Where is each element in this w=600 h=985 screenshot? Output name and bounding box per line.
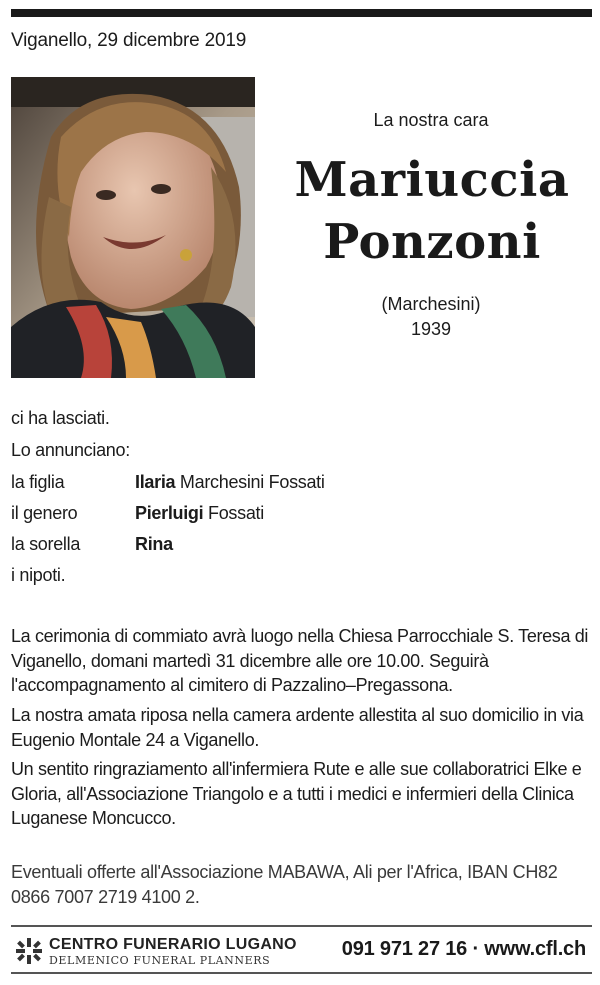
last-name: Ponzoni xyxy=(323,214,541,270)
relative-name xyxy=(135,534,173,555)
announced-by: Lo annunciano: xyxy=(11,440,130,460)
maiden-name: (Marchesini) xyxy=(381,294,481,314)
intro-text: La nostra cara xyxy=(373,110,489,130)
relation-label: il genero xyxy=(11,503,78,523)
birth-year: 1939 xyxy=(410,319,452,339)
funeral-home-logo-icon xyxy=(16,938,42,964)
offers-paragraph: Eventuali offerte all'Associazione MABAWA, Ali per l'Africa, IBAN CH82 0866 7007 2719 4100 2. xyxy=(11,862,558,907)
relative-first-name: Rina xyxy=(135,534,173,554)
relation-label: la sorella xyxy=(11,534,81,554)
portrait-image xyxy=(11,77,255,378)
relative-surname: Fossati xyxy=(203,503,264,523)
grandchildren-text: i nipoti. xyxy=(11,565,66,585)
relative-name xyxy=(135,503,264,524)
brand-subtitle: DELMENICO FUNERAL PLANNERS xyxy=(49,954,271,967)
brand-name: CENTRO FUNERARIO LUGANO xyxy=(49,936,297,953)
contact-info: 091 971 27 16 · www.cfl.ch xyxy=(341,938,586,960)
ceremony-paragraph: La cerimonia di commiato avrà luogo nella Chiesa Parrocchiale S. Teresa di Viganello, domani martedì 31 dicembre alle ore 10.00. Seguirà l'accompagnamento al cimitero di Pazzalino–Pregassona. xyxy=(11,626,589,695)
thanks-paragraph: Un sentito ringraziamento all'infermiera Rute e alle sue collaboratrici Elke e Gloria, all'Associazione Triangolo e a tutti i medici e infermieri della Clinica Luganese Moncucco. xyxy=(11,759,582,828)
first-name: Mariuccia xyxy=(294,152,570,208)
portrait-photo xyxy=(11,77,255,378)
top-rule xyxy=(11,9,592,17)
relative-name xyxy=(135,472,325,493)
relative-surname: Marchesini Fossati xyxy=(175,472,325,492)
resting-paragraph: La nostra amata riposa nella camera ardente allestita al suo domicilio in via Eugenio Montale 24 a Viganello. xyxy=(11,705,584,750)
relation-label: la figlia xyxy=(11,472,65,492)
footer xyxy=(11,930,592,970)
footer-top-rule xyxy=(11,925,592,927)
relative-first-name: Pierluigi xyxy=(135,503,204,523)
place-date: Viganello, 29 dicembre 2019 xyxy=(11,30,247,51)
passed-text: ci ha lasciati. xyxy=(11,408,110,428)
relative-first-name: Ilaria xyxy=(135,472,176,492)
footer-bottom-rule xyxy=(11,972,592,974)
